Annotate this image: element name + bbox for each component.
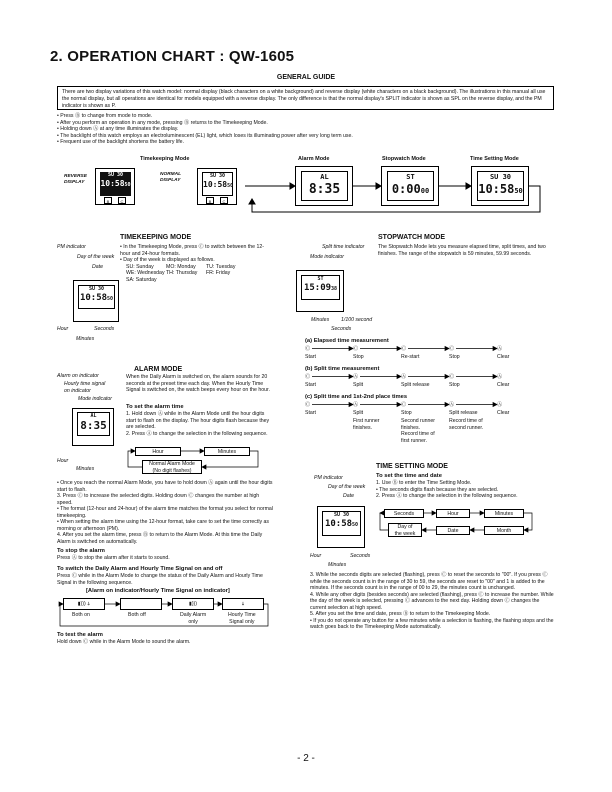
lcd-seconds: 38 — [331, 286, 338, 292]
lcd-main: 15:09 — [303, 283, 332, 293]
lcd-main: 10:58 — [79, 293, 108, 303]
day-of-week-label: Day of the week — [328, 484, 366, 490]
mode-indicator-label: Mode indicator — [78, 396, 113, 402]
hour-label: Hour — [57, 326, 69, 332]
lcd-top: SU 30 — [88, 286, 105, 292]
normal-display-label: NORMAL DISPLAY — [160, 172, 182, 183]
alarm-mode-header: Alarm Mode — [298, 156, 330, 162]
lcd-top: ST — [317, 276, 324, 282]
table-cell: TU: Tuesday — [206, 263, 236, 270]
alarm-seq-minutes: Minutes — [204, 447, 250, 456]
seq-month: Month — [484, 526, 524, 535]
lcd-top: SU 30 — [489, 173, 512, 181]
table-cell: WE: Wednesday — [126, 270, 165, 276]
bullet: • Press Ⓑ to change from mode to mode. — [57, 113, 153, 119]
paragraph: 4. While any other digits (besides seconds) are selected (flashing), press Ⓒ to increase the number. While the day of the week is selected, pressing Ⓒ advances to the next day. Holding down Ⓒ changes the current selection at high speed. — [310, 591, 554, 611]
seconds-label: Seconds — [94, 326, 115, 332]
bullet: • The backlight of this watch employs an electroluminescent (EL) light, which loses its illuminating power after very long term use. — [57, 132, 353, 139]
paragraph: • Once you reach the normal Alarm Mode, you have to hold down Ⓐ again until the hour digits start to flash. — [57, 480, 273, 493]
seq-label: Stop — [449, 382, 460, 388]
timekeeping-bullet: • Day of the week is displayed as follows. — [120, 257, 215, 263]
lcd-top: SU 30 — [209, 173, 226, 179]
minutes-label: Minutes — [76, 336, 95, 342]
test-alarm-text: Hold down Ⓒ while in the Alarm Mode to sound the alarm. — [57, 639, 191, 645]
step: • The seconds digits flash because they are selected. — [376, 486, 499, 493]
b-button[interactable]: B — [104, 197, 112, 204]
seq-label: Split release — [449, 410, 478, 416]
seq-note: Record time of second runner. — [449, 418, 484, 431]
seq-label: Stop — [401, 410, 412, 416]
seconds-label: Seconds — [331, 326, 352, 332]
elapsed-time-title: (a) Elapsed time measurement — [305, 338, 389, 344]
minutes-label: Minutes — [328, 562, 347, 568]
hundredth-label: 1/100 second — [341, 317, 373, 323]
hour-label: Hour — [310, 553, 322, 559]
seq-button: Ⓐ — [497, 402, 503, 408]
switch-alarm-title: To switch the Daily Alarm and Hourly Time Signal on and off — [57, 566, 223, 572]
seq-label: Start — [305, 382, 316, 388]
seq-label: Start — [305, 410, 316, 416]
lcd-seconds: 50 — [227, 183, 234, 189]
seq-button: Ⓒ — [449, 346, 455, 352]
alarm-on-indicator-label: Alarm on indicator — [57, 373, 99, 379]
seq-label: Clear — [497, 410, 510, 416]
bullet: • Holding down Ⓐ at any time illuminates the display. — [57, 126, 179, 132]
lcd-main: 8:35 — [80, 419, 107, 432]
state-label: Both on — [72, 612, 90, 618]
seq-button: Ⓒ — [401, 346, 407, 352]
paragraph: • When setting the alarm time using the 12-hour format, take care to set the time correctly as morning or afternoon (PM). — [57, 519, 270, 532]
pm-indicator-label: PM indicator — [57, 244, 86, 250]
minutes-label: Minutes — [311, 317, 330, 323]
seq-label: Split — [353, 382, 364, 388]
hour-label: Hour — [57, 458, 69, 464]
seq-day-of-week: Day of the week — [388, 523, 422, 537]
seq-button: Ⓐ — [449, 402, 455, 408]
place-times-title: (c) Split time and 1st-2nd place times — [305, 394, 408, 400]
table-cell: MO: Monday — [166, 263, 196, 270]
timekeeping-bullet: • In the Timekeeping Mode, press Ⓒ to switch between the 12-hour and 24-hour formats. — [120, 244, 264, 257]
switch-alarm-text: Press Ⓒ while in the Alarm Mode to change the status of the Daily Alarm and Hourly Time Signal in the following sequence. — [57, 573, 263, 586]
lcd-main: 10:58 — [478, 182, 515, 196]
lcd-top: ST — [406, 173, 415, 181]
page-number: - 2 - — [297, 753, 315, 764]
seq-button: Ⓐ — [353, 374, 359, 380]
step: 2. Press Ⓐ to change the selection in the following sequence. — [376, 493, 518, 499]
seq-label: Start — [305, 354, 316, 360]
seq-button: Ⓒ — [449, 374, 455, 380]
paragraph: 5. After you set the time and date, press Ⓑ to return to the Timekeeping Mode. — [310, 611, 491, 617]
paragraph: • If you do not operate any button for a few minutes while a selection is flashing, the flashing stops and the watch goes back to the Timekeeping Mode automatically. — [310, 617, 554, 630]
c-button[interactable]: C — [118, 197, 126, 204]
seq-button: Ⓒ — [305, 346, 311, 352]
paragraph: 4. After you set the alarm time, press Ⓑ to return to the Alarm Mode. At this time the Daily Alarm is switched on automatically. — [57, 532, 263, 545]
test-alarm-title: To test the alarm — [57, 632, 103, 638]
seq-label: Split release — [401, 382, 430, 388]
lcd-main: 10:58 — [100, 179, 125, 188]
state-both-on-box: ▮))) ⍋ — [63, 598, 105, 610]
time-setting-mode-header: Time Setting Mode — [470, 156, 519, 162]
day-of-week-label: Day of the week — [77, 254, 115, 260]
lcd-main: 8:35 — [308, 182, 341, 197]
stopwatch-heading: STOPWATCH MODE — [378, 234, 446, 241]
set-time-title: To set the time and date — [376, 473, 442, 479]
c-button[interactable]: C — [220, 197, 228, 204]
time-setting-heading: TIME SETTING MODE — [376, 463, 448, 470]
state-label: Both off — [128, 612, 146, 618]
seq-button: Ⓒ — [353, 346, 359, 352]
state-label: Daily Alarm only — [180, 612, 207, 625]
seq-label: Clear — [497, 382, 510, 388]
lcd-seconds: 50 — [124, 182, 131, 188]
stop-alarm-text: Press Ⓐ to stop the alarm after it starts to sound. — [57, 555, 170, 561]
lcd-seconds: 50 — [352, 522, 359, 528]
lcd-top: SU 30 — [333, 512, 350, 518]
date-label: Date — [343, 493, 354, 499]
seq-button: Ⓒ — [401, 402, 407, 408]
paragraph: 3. Press Ⓒ to increase the selected digits. Holding down Ⓒ changes the number at high speed. — [57, 493, 260, 506]
hourly-signal-label: Hourly time signal on indicator — [64, 381, 106, 394]
step: 2. Press Ⓐ to change the selection in the following sequence. — [126, 430, 268, 437]
seq-label: Split — [353, 410, 364, 416]
lcd-main: 10:58 — [324, 519, 353, 529]
stop-alarm-title: To stop the alarm — [57, 548, 105, 554]
lcd-top: AL — [320, 173, 329, 181]
stopwatch-desc: The Stopwatch Mode lets you measure elapsed time, split times, and two finishes. The range of the stopwatch is 59 minutes, 59.99 seconds. — [378, 244, 546, 257]
seconds-label: Seconds — [350, 553, 371, 559]
set-alarm-title: To set the alarm time — [126, 404, 184, 410]
lcd-main: 10:58 — [203, 180, 228, 189]
lcd-top: SU 30 — [107, 172, 124, 178]
b-button[interactable]: B — [206, 197, 214, 204]
lcd-main: 0:00 — [391, 182, 421, 196]
seq-label: Clear — [497, 354, 510, 360]
seq-button: Ⓐ — [497, 374, 503, 380]
seq-note: Second runner finishes. Record time of first runner. — [401, 418, 436, 444]
pm-indicator-label: PM indicator — [314, 475, 343, 481]
timekeeping-heading: TIMEKEEPING MODE — [120, 234, 192, 241]
seq-seconds: Seconds — [384, 509, 424, 518]
table-cell: SU: Sunday — [126, 263, 154, 270]
stopwatch-mode-header: Stopwatch Mode — [382, 156, 426, 162]
step: 1. Use Ⓑ to enter the Time Setting Mode. — [376, 480, 472, 486]
reverse-display-label: REVERSE DISPLAY — [64, 174, 87, 185]
mode-indicator-label: Mode indicator — [310, 254, 345, 260]
seq-label: Re-start — [401, 354, 420, 360]
bullet: • Frequent use of the backlight shortens the battery life. — [57, 139, 184, 145]
seq-button: Ⓐ — [353, 402, 359, 408]
seq-button: Ⓒ — [305, 402, 311, 408]
seq-button: Ⓐ — [497, 346, 503, 352]
seq-button: Ⓒ — [305, 374, 311, 380]
intro-box: There are two display variations of this watch model: normal display (black characters on a white background) and reverse display (white characters on a black background). The illustrations in this manual all use the normal display, but all operations are identical for models equipped with a reverse display. The only difference is that the normal display's SPLIT indicator is shown as SPL on the reverse display, and the PM indicator is shown as P. — [57, 86, 554, 110]
state-label: Hourly Time Signal only — [228, 612, 256, 625]
indicator-title: [Alarm on indicator/Hourly Time Signal on indicator] — [86, 588, 230, 594]
page-title: 2. OPERATION CHART : QW-1605 — [50, 48, 295, 65]
table-cell: TH: Thursday — [166, 270, 198, 276]
state-hourly-signal-box: ⍋ — [222, 598, 264, 610]
table-cell: SA: Saturday — [126, 276, 157, 283]
normal-alarm-mode-box: Normal Alarm Mode (No digit flashes) — [142, 460, 202, 474]
split-time-title: (b) Split time measurement — [305, 366, 380, 372]
seq-date: Date — [436, 526, 470, 535]
paragraph: • The format (12-hour and 24-hour) of the alarm time matches the format you select for normal timekeeping. — [57, 506, 273, 519]
alarm-seq-hour: Hour — [135, 447, 181, 456]
general-guide-heading: GENERAL GUIDE — [276, 74, 336, 81]
step: 1. Hold down Ⓐ while in the Alarm Mode until the hour digits start to flash on the display. The hour digits flash because they are selected. — [126, 411, 270, 430]
seq-label: Stop — [449, 354, 460, 360]
table-cell: FR: Friday — [206, 270, 231, 276]
lcd-seconds: 50 — [514, 187, 523, 195]
lcd-top: AL — [90, 413, 97, 419]
date-label: Date — [92, 264, 103, 270]
time-setting-more — [310, 572, 556, 631]
state-daily-alarm-box: ▮))) — [172, 598, 214, 610]
alarm-heading: ALARM MODE — [134, 366, 183, 373]
seq-minutes: Minutes — [484, 509, 524, 518]
paragraph: 3. While the seconds digits are selected (flashing), press Ⓒ to reset the seconds to "00". If you press Ⓒ while the seconds count is in the range of 30 to 59, the seconds are reset to "00" and 1 is added to the minutes. If the seconds count is in the range of 00 to 29, the minutes count is unchanged. — [310, 572, 548, 591]
lcd-seconds: 00 — [420, 187, 430, 195]
alarm-desc: When the Daily Alarm is switched on, the alarm sounds for 20 seconds at the preset time each day. When the Hourly Time Signal is switched on, the watch beeps every hour on the hour. — [126, 374, 270, 393]
seq-button: Ⓐ — [401, 374, 407, 380]
timekeeping-mode-header: Timekeeping Mode — [140, 156, 190, 162]
bullet: • After you perform an operation in any mode, pressing Ⓑ returns to the Timekeeping Mode. — [57, 119, 268, 126]
split-indicator-label: Split time indicator — [322, 244, 365, 250]
seq-note: First runner finishes. — [353, 418, 380, 431]
minutes-label: Minutes — [76, 466, 95, 472]
seq-label: Stop — [353, 354, 364, 360]
lcd-seconds: 50 — [107, 296, 114, 302]
seq-hour: Hour — [436, 509, 470, 518]
